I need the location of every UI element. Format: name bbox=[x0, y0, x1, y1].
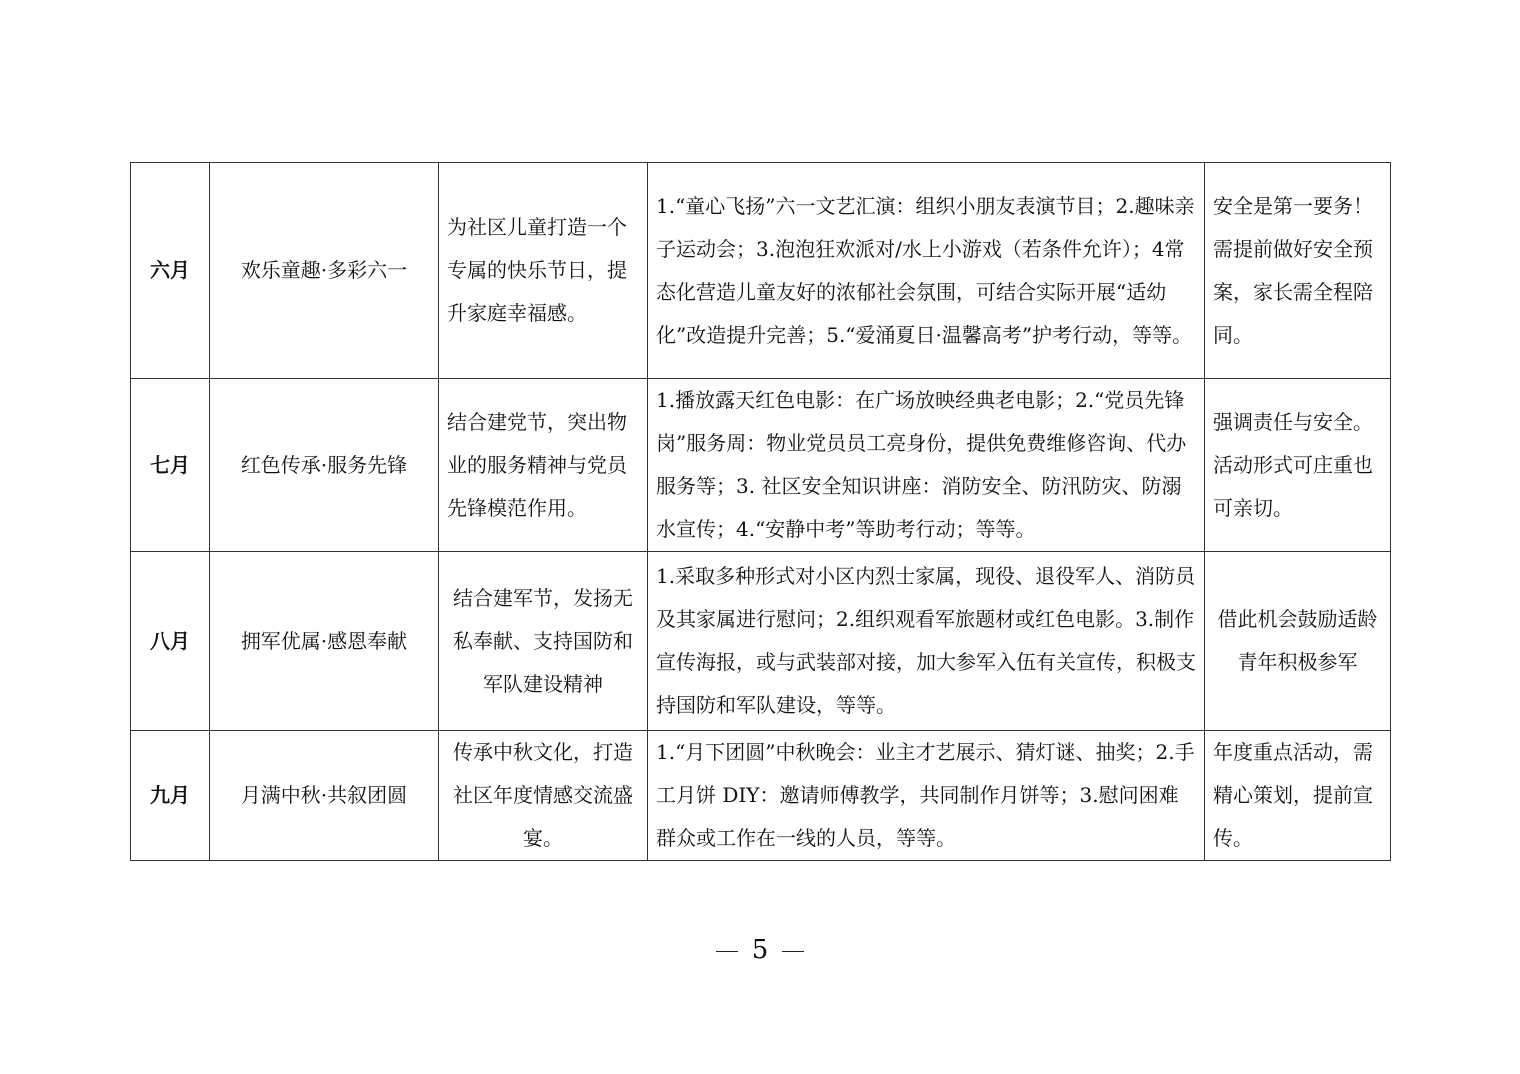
note-cell: 年度重点活动，需精心策划，提前宣传。 bbox=[1205, 731, 1391, 861]
table-row bbox=[131, 731, 1391, 861]
footer-dash-right bbox=[782, 951, 804, 952]
month-cell: 七月 bbox=[131, 379, 210, 552]
table-row bbox=[131, 163, 1391, 379]
month-cell: 八月 bbox=[131, 552, 210, 731]
theme-cell: 拥军优属·感恩奉献 bbox=[210, 552, 439, 731]
theme-cell: 红色传承·服务先锋 bbox=[210, 379, 439, 552]
month-cell: 九月 bbox=[131, 731, 210, 861]
theme-cell: 欢乐童趣·多彩六一 bbox=[210, 163, 439, 379]
page-number: 5 bbox=[751, 935, 769, 965]
content-cell: 1.“童心飞扬”六一文艺汇演：组织小朋友表演节目；2.趣味亲子运动会；3.泡泡狂欢派对/水上小游戏（若条件允许）；4常态化营造儿童友好的浓郁社会氛围，可结合实际开展“适幼化”改造提升完善；5.“爱涌夏日·温馨高考”护考行动，等等。 bbox=[648, 163, 1205, 379]
page-footer bbox=[0, 930, 1520, 970]
note-cell: 强调责任与安全。活动形式可庄重也可亲切。 bbox=[1205, 379, 1391, 552]
content-cell: 1.采取多种形式对小区内烈士家属，现役、退役军人、消防员及其家属进行慰问；2.组织观看军旅题材或红色电影。3.制作宣传海报，或与武装部对接，加大参军入伍有关宣传，积极支持国防和军队建设，等等。 bbox=[648, 552, 1205, 731]
note-cell: 借此机会鼓励适龄青年积极参军 bbox=[1205, 552, 1391, 731]
table-row bbox=[131, 552, 1391, 731]
activity-plan-table bbox=[130, 162, 1391, 861]
purpose-cell: 为社区儿童打造一个专属的快乐节日，提升家庭幸福感。 bbox=[439, 163, 648, 379]
note-cell: 安全是第一要务！需提前做好安全预案，家长需全程陪同。 bbox=[1205, 163, 1391, 379]
purpose-cell: 传承中秋文化，打造社区年度情感交流盛宴。 bbox=[439, 731, 648, 861]
purpose-cell: 结合建党节，突出物业的服务精神与党员先锋模范作用。 bbox=[439, 379, 648, 552]
month-cell: 六月 bbox=[131, 163, 210, 379]
theme-cell: 月满中秋·共叙团圆 bbox=[210, 731, 439, 861]
content-cell: 1.“月下团圆”中秋晚会：业主才艺展示、猜灯谜、抽奖；2.手工月饼 DIY：邀请师傅教学，共同制作月饼等；3.慰问困难群众或工作在一线的人员，等等。 bbox=[648, 731, 1205, 861]
purpose-cell: 结合建军节，发扬无私奉献、支持国防和军队建设精神 bbox=[439, 552, 648, 731]
footer-dash-left bbox=[716, 951, 738, 952]
content-cell: 1.播放露天红色电影：在广场放映经典老电影；2.“党员先锋岗”服务周：物业党员员工亮身份，提供免费维修咨询、代办服务等；3. 社区安全知识讲座：消防安全、防汛防灾、防溺水宣传；4.“安静中考”等助考行动；等等。 bbox=[648, 379, 1205, 552]
table-row bbox=[131, 379, 1391, 552]
